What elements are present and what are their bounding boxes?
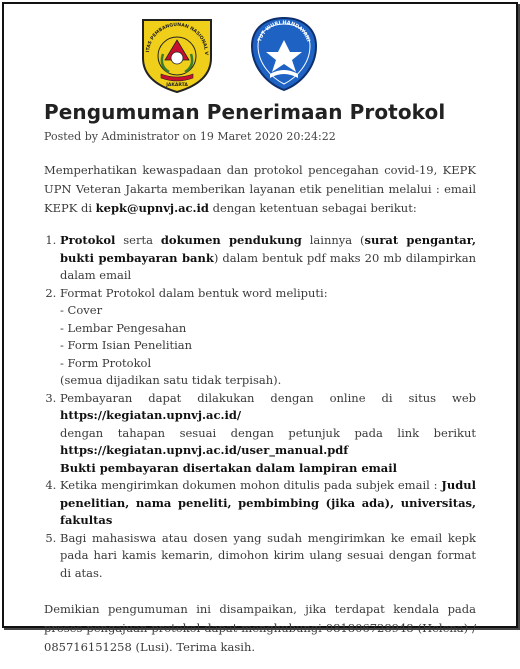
item2-sub-cover: - Cover — [60, 303, 103, 317]
item1-bold-protokol: Protokol — [60, 233, 116, 247]
item2-heading: Format Protokol dalam bentuk word meliputi: — [60, 285, 328, 300]
item2-note: (semua dijadikan satu tidak terpisah). — [60, 373, 282, 387]
list-item — [60, 477, 476, 530]
item3-text: Pembayaran dapat dilakukan dengan online di situs web — [60, 390, 476, 405]
closing-paragraph: Demikian pengumuman ini disampaikan, jika terdapat kendala pada proses pengajuan protokol dapat menghubungi 081806728948 (Helena) / 085716151258 (Lusi). Terima kasih. — [44, 602, 476, 654]
tut-ring-text: TUT WURI HANDAYANI — [256, 19, 312, 43]
user-manual-link[interactable]: https://kegiatan.upnvj.ac.id/user_manual.pdf — [60, 443, 349, 457]
intro-paragraph — [44, 161, 476, 218]
item1-bold-dokumen: dokumen pendukung — [160, 233, 302, 247]
list-item — [60, 232, 476, 285]
item2-sub-form-protokol: - Form Protokol — [60, 355, 152, 370]
item4-subject-format: Judul penelitian, nama peneliti, pembimbing (jika ada), universitas, fakultas — [60, 478, 476, 527]
item4-text: Ketika mengirimkan dokumen mohon ditulis pada subjek email : — [60, 478, 442, 492]
list-item — [60, 530, 476, 583]
item1-text: ) dalam bentuk pdf maks 20 mb dilampirkan dalam email — [60, 250, 477, 282]
item2-sub-form-isian: - Form Isian Penelitian — [60, 338, 193, 352]
item2-sub-lembar: - Lembar Pengesahan — [60, 320, 187, 335]
intro-text: Memperhatikan kewaspadaan dan protokol pencegahan covid-19, KEPK UPN Veteran Jakarta memberikan layanan etik penelitian melalui : email KEPK di — [44, 163, 476, 215]
announcement-content — [44, 100, 476, 669]
document-frame — [2, 2, 518, 654]
upn-ring-text: ITAS PEMBANGUNAN NASIONAL V — [146, 22, 209, 56]
logo-row — [4, 14, 516, 94]
item1-bold-surat: surat pengantar, bukti pembayaran bank — [60, 233, 476, 265]
tut-wuri-handayani-logo — [244, 14, 324, 94]
list-item — [60, 285, 476, 390]
kepk-email: kepk@upnvj.ac.id — [95, 201, 209, 215]
posted-meta: Posted by Administrator on 19 Maret 2020 20:24:22 — [44, 130, 336, 143]
item3-bukti: Bukti pembayaran disertakan dalam lampiran email — [60, 460, 397, 475]
item3-text2: dengan tahapan sesuai dengan petunjuk pada link berikut — [60, 425, 476, 440]
kegiatan-link[interactable]: https://kegiatan.upnvj.ac.id/ — [60, 408, 242, 422]
requirements-list — [44, 232, 476, 582]
list-item — [60, 390, 476, 478]
item3-line — [60, 425, 476, 460]
item5-text: Bagi mahasiswa atau dosen yang sudah mengirimkan ke email kepk pada hari kamis kemarin, dimohon kirim ulang sesuai dengan format di atas. — [60, 530, 476, 580]
item1-text: lainnya ( — [301, 233, 365, 247]
upn-veteran-logo — [137, 14, 217, 94]
item1-text: serta — [115, 233, 161, 247]
upn-bottom-text: JAKARTA — [166, 83, 188, 88]
page-title: Pengumuman Penerimaan Protokol — [44, 100, 446, 124]
intro-after: dengan ketentuan sebagai berikut: — [208, 201, 417, 215]
